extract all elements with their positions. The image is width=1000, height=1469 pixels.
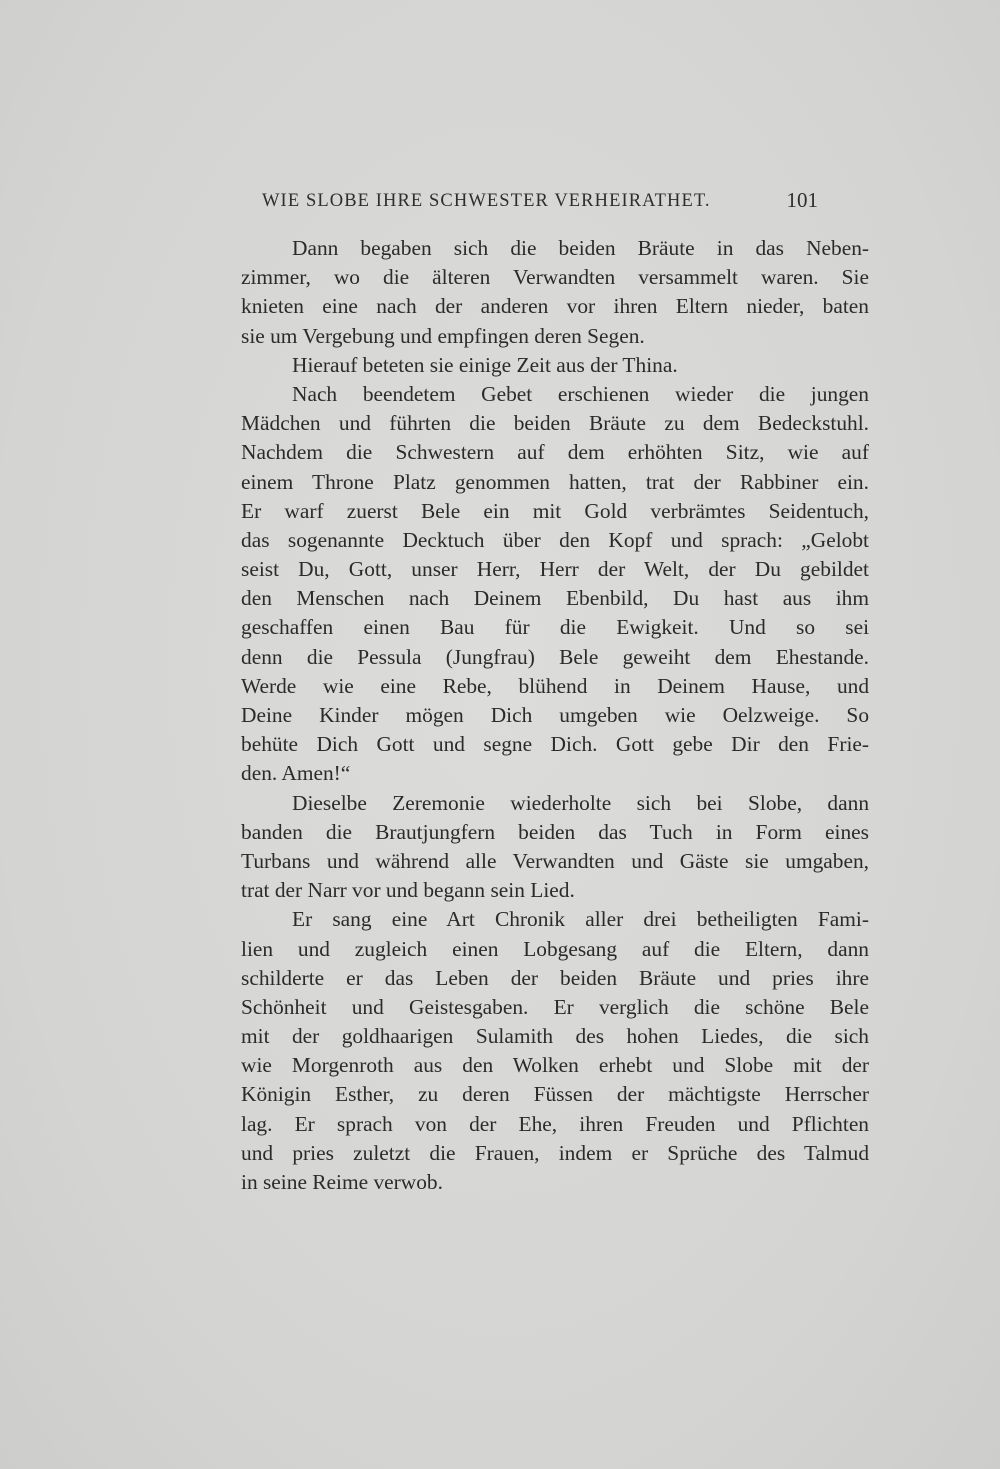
text-line: Nachdem die Schwestern auf dem erhöhten Sitz, wie auf <box>241 440 869 465</box>
text-line: zimmer, wo die älteren Verwandten versammelt waren. Sie <box>241 265 869 290</box>
text-line: knieten eine nach der anderen vor ihren Eltern nieder, baten <box>241 294 869 319</box>
text-line: Er warf zuerst Bele ein mit Gold verbrämtes Seidentuch, <box>241 498 870 523</box>
text-line: Er sang eine Art Chronik aller drei betheiligten Fami- <box>292 907 869 932</box>
text-line: trat der Narr vor und begann sein Lied. <box>241 878 575 903</box>
body-text <box>190 234 870 1197</box>
text-line: Königin Esther, zu deren Füssen der mächtigste Herrscher <box>241 1082 870 1107</box>
text-line: Werde wie eine Rebe, blühend in Deinem Hause, und <box>241 673 870 698</box>
text-line: denn die Pessula (Jungfrau) Bele geweiht dem Ehestande. <box>241 644 869 669</box>
text-line: mit der goldhaarigen Sulamith des hohen Liedes, die sich <box>241 1024 869 1049</box>
text-line: sie um Vergebung und empfingen deren Segen. <box>241 323 645 348</box>
paragraph <box>190 380 870 789</box>
text-line: in seine Reime verwob. <box>241 1170 443 1194</box>
text-line: Mädchen und führten die beiden Bräute zu dem Bedeckstuhl. <box>241 411 870 436</box>
paragraph <box>190 351 818 380</box>
text-line: Nach beendetem Gebet erschienen wieder die jungen <box>292 381 869 406</box>
text-line: Hierauf beteten sie einige Zeit aus der Thina. <box>292 352 678 377</box>
text-line: einem Throne Platz genommen hatten, trat der Rabbiner ein. <box>241 469 869 494</box>
page-number: 101 <box>786 188 818 212</box>
paragraph <box>190 905 870 1197</box>
text-line: banden die Brautjungfern beiden das Tuch in Form eines <box>241 819 869 844</box>
text-line: Turbans und während alle Verwandten und Gäste sie umgaben, <box>241 848 870 873</box>
running-header <box>262 188 818 218</box>
text-line: und pries zuletzt die Frauen, indem er Sprüche des Talmud <box>241 1140 870 1165</box>
running-title: WIE SLOBE IHRE SCHWESTER VERHEIRATHET. <box>262 191 711 211</box>
text-line: den. Amen!“ <box>241 761 351 786</box>
paragraph <box>190 789 870 906</box>
text-line: lag. Er sprach von der Ehe, ihren Freuden und Pflichten <box>241 1111 870 1136</box>
paragraph <box>190 234 870 351</box>
text-line: behüte Dich Gott und segne Dich. Gott gebe Dir den Frie- <box>241 732 870 757</box>
text-line: schilderte er das Leben der beiden Bräute und pries ihre <box>241 965 869 990</box>
text-line: Deine Kinder mögen Dich umgeben wie Oelzweige. So <box>241 703 870 727</box>
text-line: Schönheit und Geistesgaben. Er verglich die schöne Bele <box>241 994 869 1019</box>
text-line: Dieselbe Zeremonie wiederholte sich bei Slobe, dann <box>292 790 870 815</box>
text-line: den Menschen nach Deinem Ebenbild, Du hast aus ihm <box>241 586 869 611</box>
text-line: wie Morgenroth aus den Wolken erhebt und Slobe mit der <box>241 1053 870 1078</box>
text-line: geschaffen einen Bau für die Ewigkeit. Und so sei <box>241 615 870 640</box>
text-line: Dann begaben sich die beiden Bräute in das Neben- <box>292 236 870 260</box>
text-line: das sogenannte Decktuch über den Kopf und sprach: „Gelobt <box>241 527 869 552</box>
text-line: seist Du, Gott, unser Herr, Herr der Welt, der Du gebildet <box>241 557 869 582</box>
text-line: lien und zugleich einen Lobgesang auf die Eltern, dann <box>241 936 869 961</box>
